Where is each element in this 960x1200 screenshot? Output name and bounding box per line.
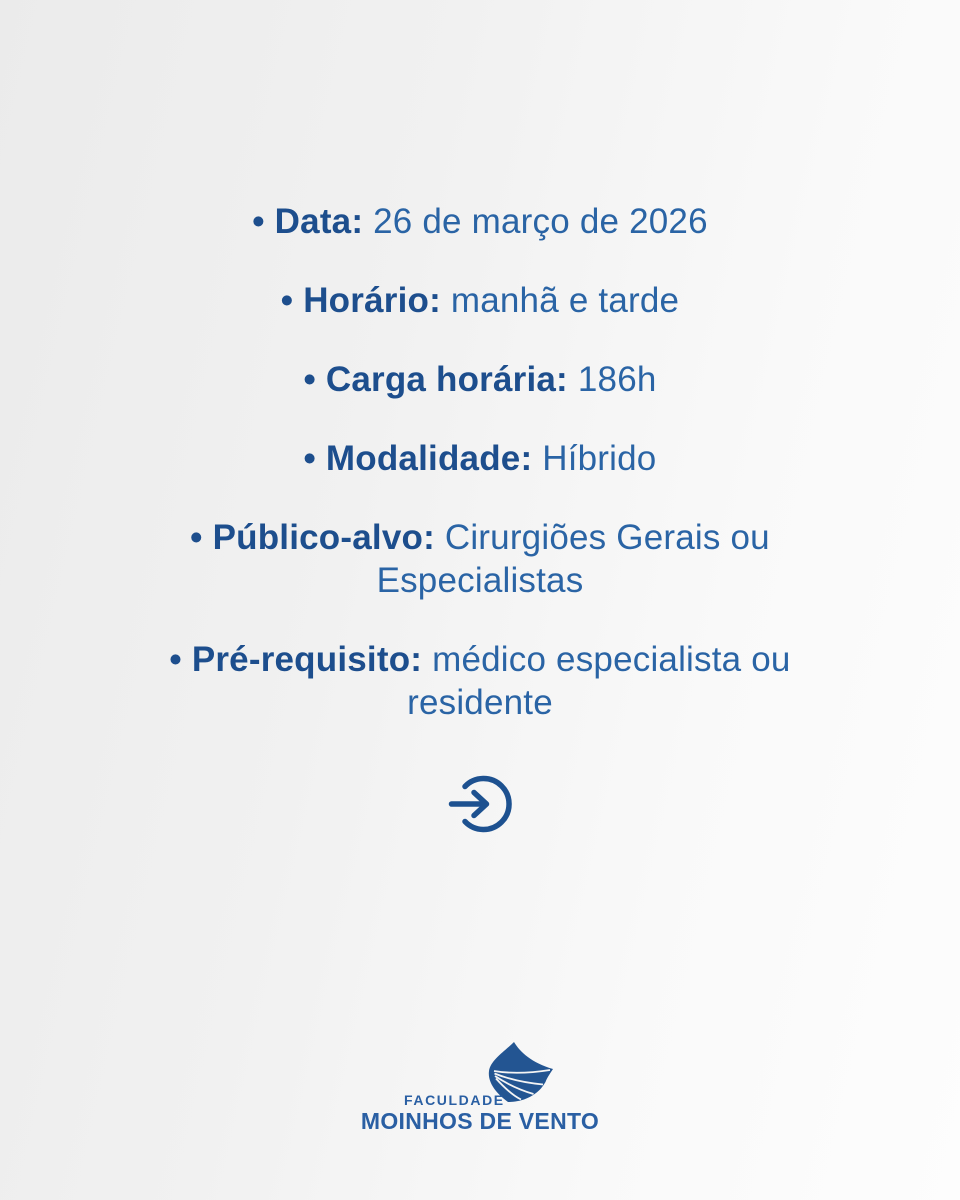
next-slide-button[interactable] <box>120 772 840 841</box>
bullet-point: • <box>303 439 316 478</box>
course-details-list <box>120 200 840 841</box>
detail-value: 26 de março de 2026 <box>373 202 708 241</box>
detail-item-modalidade <box>120 437 840 480</box>
detail-value: Híbrido <box>542 439 657 478</box>
detail-label: Carga horária: <box>325 360 568 399</box>
detail-item-horario <box>120 279 840 322</box>
detail-label: Horário: <box>303 281 441 320</box>
detail-label: Data: <box>274 202 364 241</box>
detail-item-data <box>120 200 840 243</box>
bullet-point: • <box>169 640 182 679</box>
detail-label: Modalidade: <box>325 439 533 478</box>
detail-item-carga-horaria <box>120 358 840 401</box>
detail-item-pre-requisito <box>120 638 840 724</box>
detail-value: manhã e tarde <box>450 281 680 320</box>
bullet-point: • <box>280 281 294 320</box>
faculdade-moinhos-de-vento-logo <box>360 1042 600 1134</box>
bullet-point: • <box>252 202 265 241</box>
detail-label: Público-alvo: <box>212 518 435 557</box>
detail-value: médico especialista ou residente <box>407 640 791 722</box>
detail-value: Cirurgiões Gerais ou Especialistas <box>376 518 770 600</box>
bullet-point: • <box>190 518 203 557</box>
detail-value: 186h <box>577 360 657 399</box>
logo-text-faculdade: FACULDADE <box>404 1092 505 1108</box>
detail-label: Pré-requisito: <box>191 640 423 679</box>
arrow-enter-circle-icon <box>448 823 512 840</box>
bullet-point: • <box>303 360 316 399</box>
logo-text-moinhos-de-vento: MOINHOS DE VENTO <box>360 1108 600 1134</box>
detail-item-publico-alvo <box>120 516 840 602</box>
